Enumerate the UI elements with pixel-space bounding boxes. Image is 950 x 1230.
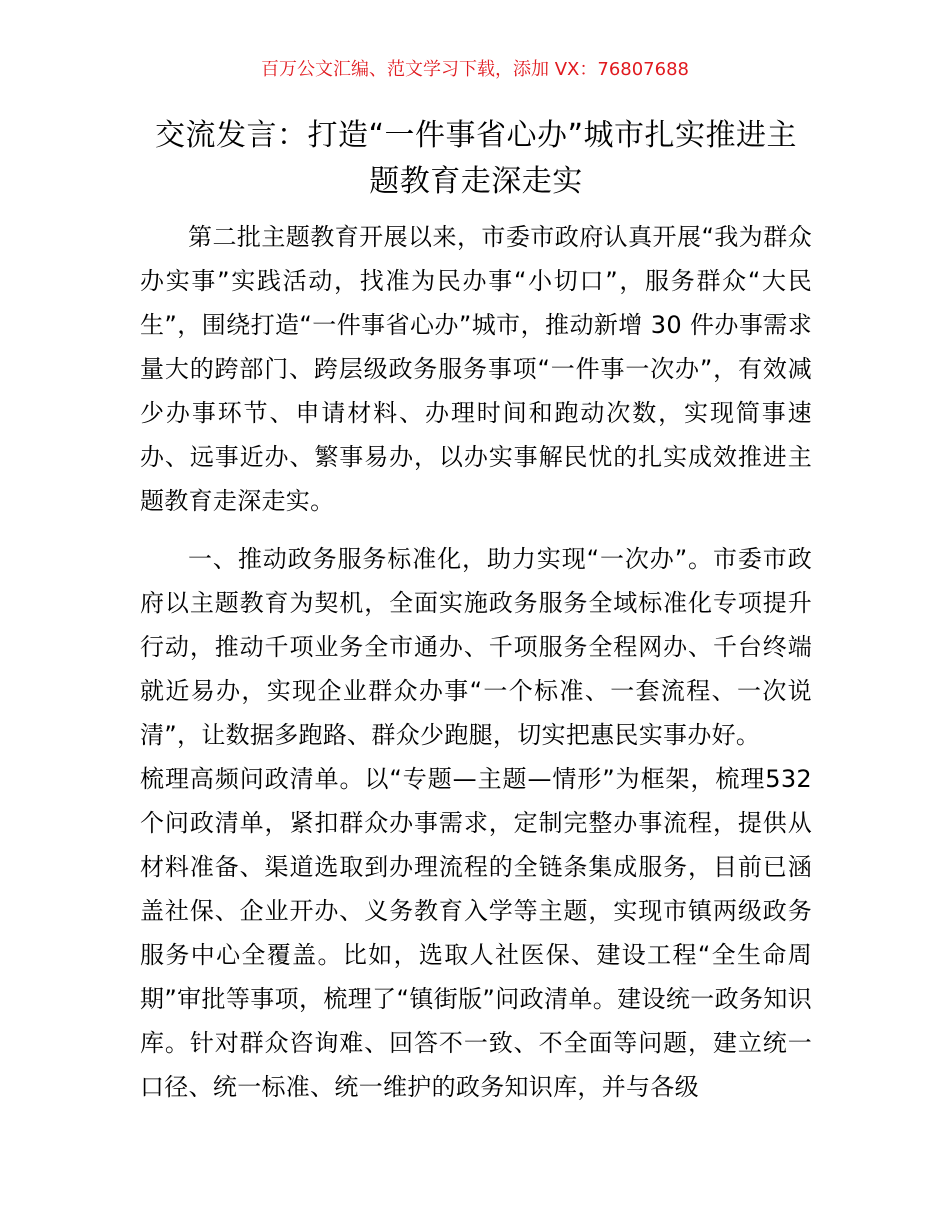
- paragraph-section-one-detail: 梳理高频问政清单。以“专题—主题—情形”为框架，梳理532 个问政清单，紧扣群众办事需求，定制完整办事流程，提供从材料准备、渠道选取到办理流程的全链条集成服务，目前已涵盖社保、企业开办、义务教育入学等主题，实现市镇两级政务服务中心全覆盖。比如，选取人社医保、建设工程“全生命周期”审批等事项，梳理了“镇街版”问政清单。建设统一政务知识库。针对群众咨询难、回答不一致、不全面等问题，建立统一口径、统一标准、统一维护的政务知识库，并与各级: [140, 765, 813, 1101]
- paragraph-intro: 第二批主题教育开展以来，市委市政府认真开展“我为群众办实事”实践活动，找准为民办事“小切口”，服务群众“大民生”，围绕打造“一件事省心办”城市，推动新增 30 件办事需求量大的跨部门、跨层级政务服务事项“一件事一次办”，有效减少办事环节、申请材料、办理时间和跑动次数，实现简事速办、远事近办、繁事易办，以办实事解民忧的扎实成效推进主题教育走深走实。: [140, 223, 812, 515]
- document-body: [140, 215, 812, 1109]
- watermark-header: 百万公文汇编、范文学习下载，添加 VX：76807688: [261, 59, 689, 80]
- paragraph-section-one: 一、推动政务服务标准化，助力实现“一次办”。市委市政府以主题教育为契机，全面实施政务服务全域标准化专项提升行动，推动千项业务全市通办、千项服务全程网办、千台终端就近易办，实现企业群众办事“一个标准、一套流程、一次说清”，让数据多跑路、群众少跑腿，切实把惠民实事办好。: [140, 545, 812, 749]
- paragraph-gap: [140, 523, 812, 537]
- document-title: 交流发言：打造“一件事省心办”城市扎实推进主题教育走深走实: [154, 118, 798, 199]
